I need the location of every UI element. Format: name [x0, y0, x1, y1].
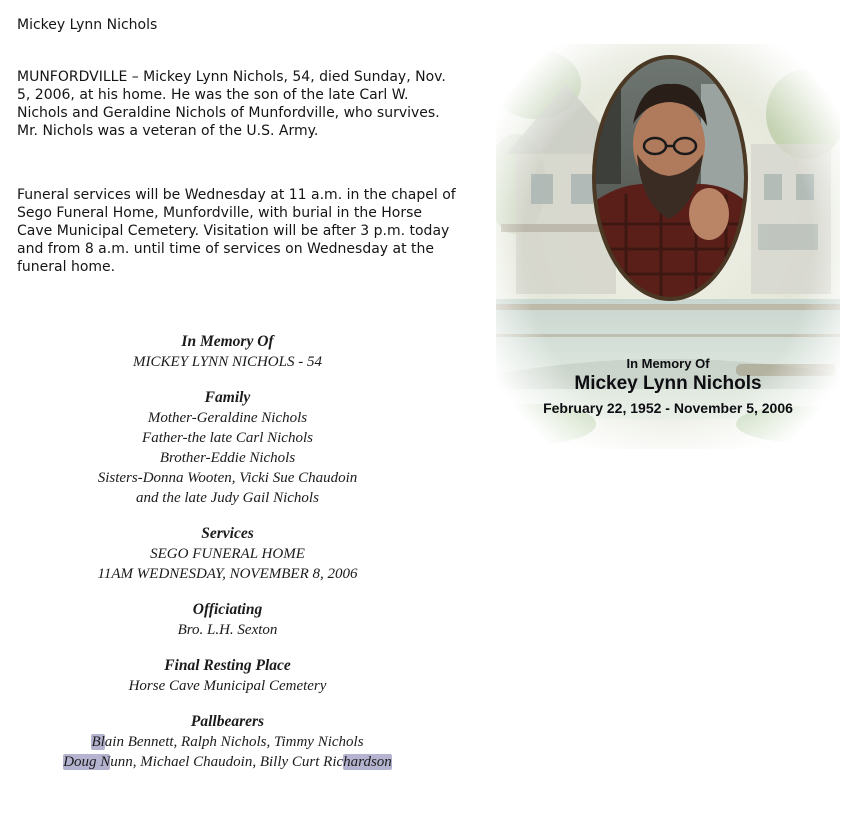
section-title: In Memory Of — [181, 333, 274, 350]
final-resting-line: Horse Cave Municipal Cemetery — [128, 678, 327, 694]
pallbearers-line-2 — [30, 752, 425, 772]
section-officiating — [30, 600, 425, 640]
obituary-headline: Mickey Lynn Nichols — [17, 17, 158, 33]
obituary-paragraph-1: MUNFORDVILLE – Mickey Lynn Nichols, 54, died Sunday, Nov. 5, 2006, at his home. He was the son of the late Carl W. Nichols and Geraldine Nichols of Munfordville, who survives. Mr. Nichols was a veteran of the U.S. Army. — [17, 69, 446, 139]
section-line: MICKEY LYNN NICHOLS - 54 — [133, 354, 322, 370]
section-title: Officiating — [192, 601, 263, 618]
cover-dates: February 22, 1952 - November 5, 2006 — [543, 400, 793, 416]
memorial-program — [30, 332, 425, 788]
pallbearers-line-1 — [30, 732, 425, 752]
section-title: Family — [204, 389, 251, 406]
highlighted-text: Bl — [91, 734, 105, 750]
portrait-photo — [591, 54, 749, 302]
obituary-paragraph-2: Funeral services will be Wednesday at 11 a.m. in the chapel of Sego Funeral Home, Munfordville, with burial in the Horse Cave Municipal Cemetery. Visitation will be after 3 p.m. today and from 8 a.m. until time of services on Wednesday at the funeral home. — [17, 187, 456, 275]
section-title: Final Resting Place — [164, 657, 291, 674]
cover-name: Mickey Lynn Nichols — [574, 373, 762, 394]
family-line: Brother-Eddie Nichols — [159, 450, 296, 466]
family-line: Sisters-Donna Wooten, Vicki Sue Chaudoin — [97, 470, 358, 486]
section-services — [30, 524, 425, 584]
services-line: 11AM WEDNESDAY, NOVEMBER 8, 2006 — [97, 566, 358, 582]
section-final-resting-place — [30, 656, 425, 696]
officiating-line: Bro. L.H. Sexton — [177, 622, 278, 638]
services-line: SEGO FUNERAL HOME — [150, 546, 305, 562]
highlighted-text: hardson — [343, 754, 392, 770]
family-line: and the late Judy Gail Nichols — [136, 490, 319, 506]
pallbearers-text: ain Bennett, Ralph Nichols, Timmy Nichols — [104, 734, 364, 750]
cover-in-memory: In Memory Of — [626, 356, 710, 371]
section-in-memory — [30, 332, 425, 372]
section-pallbearers — [30, 712, 425, 772]
section-title: Services — [201, 525, 254, 542]
family-line: Father-the late Carl Nichols — [142, 430, 313, 446]
section-family — [30, 388, 425, 508]
family-line: Mother-Geraldine Nichols — [147, 410, 308, 426]
pallbearers-text: unn, Michael Chaudoin, Billy Curt Ric — [110, 754, 344, 770]
section-title: Pallbearers — [190, 713, 265, 730]
highlighted-text: Doug N — [63, 754, 111, 770]
